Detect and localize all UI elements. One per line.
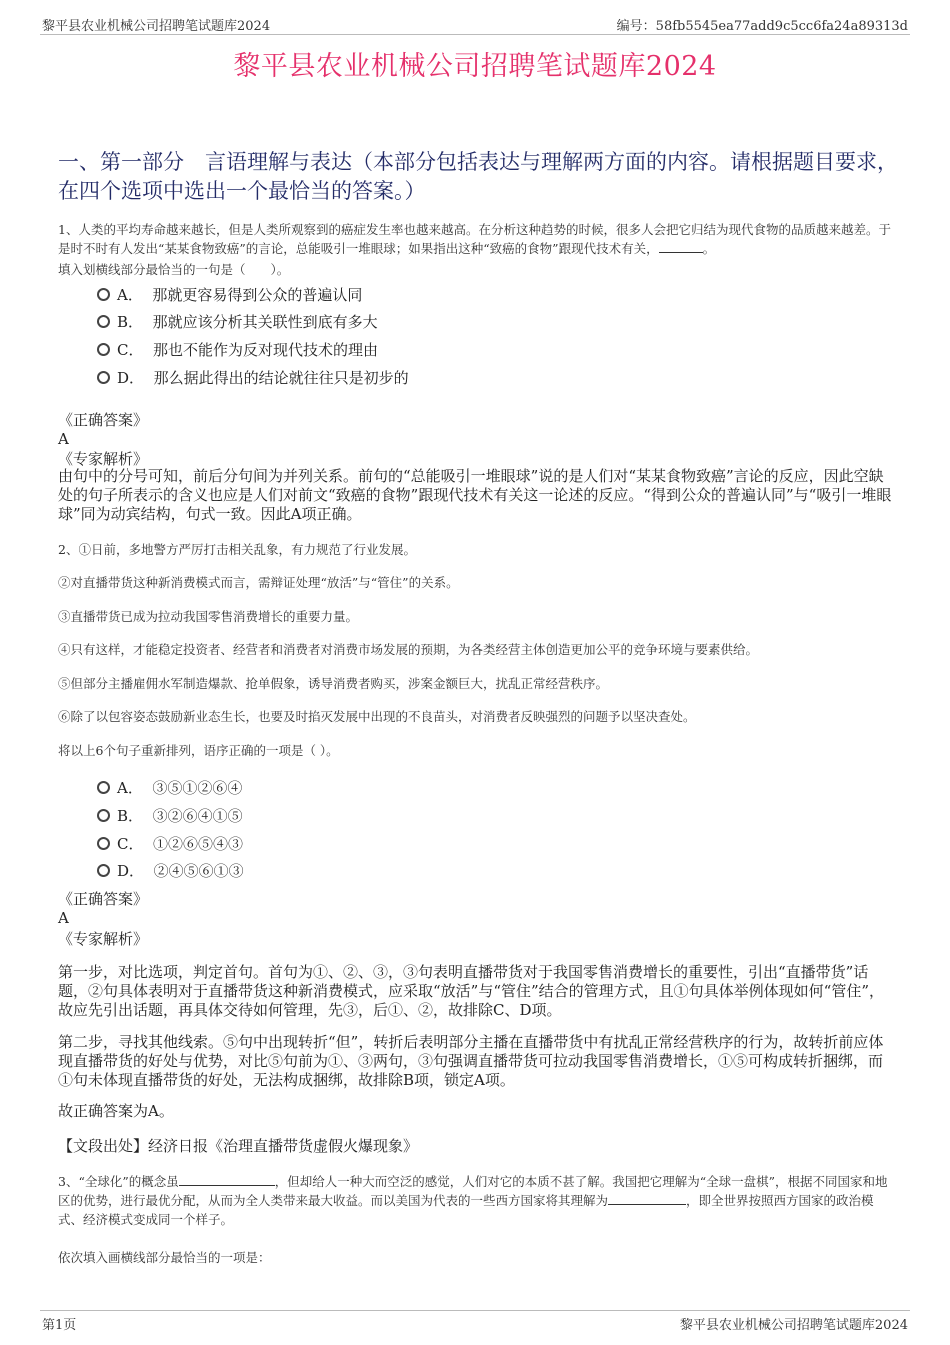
header-doc-code (617, 15, 908, 34)
option-text: 那么据此得出的结论就往往只是初步的 (153, 369, 409, 387)
option-letter: C． (117, 835, 144, 853)
q2-sentence-2: ②对直播带货这种新消费模式而言，需辩证处理“放活”与“管住”的关系。 (58, 575, 459, 590)
radio-icon[interactable] (97, 315, 110, 328)
q3-stem-part1: 3、“全球化”的概念虽 (58, 1174, 179, 1189)
radio-icon[interactable] (97, 837, 110, 850)
q3-stem (58, 1172, 898, 1229)
option-letter: B． (117, 313, 144, 331)
q1-prompt: 填入划横线部分最恰当的一句是（ ）。 (58, 262, 290, 277)
header-code-value: 58fb5545ea77add9c5cc6fa24a89313d (655, 19, 908, 34)
radio-icon[interactable] (97, 809, 110, 822)
q3-blank-2 (608, 1192, 686, 1205)
q2-sentence-1: 2、①日前，多地警方严厉打击相关乱象，有力规范了行业发展。 (58, 542, 416, 557)
q1-stem-text: 1、人类的平均寿命越来越长，但是人类所观察到的癌症发生率也越来越高。在分析这种趋势的时候，很多人会把它归结为现代食物的品质越来越差。于是时不时有人发出“某某食物致癌”的言论，总能吸引一堆眼球；如果指出这种“致癌的食物”跟现代技术有关， (58, 222, 891, 256)
q2-answer: A (58, 909, 69, 927)
radio-icon[interactable] (97, 343, 110, 356)
option-text: 那就应该分析其关联性到底有多大 (152, 313, 378, 331)
radio-icon[interactable] (97, 781, 110, 794)
q2-analysis-step2: 第二步，寻找其他线索。⑤句中出现转折“但”，转折后表明部分主播在直播带货中有扰乱正常经营秩序的行为，故转折前应体现直播带货的好处与优势，对比⑤句前为①、③两句，③句强调直播带货可拉动我国零售消费增长，①⑤可构成转折捆绑，而①句未体现直播带货的好处，无法构成捆绑，故排除B项，锁定A项。 (58, 1033, 884, 1089)
q1-stem (58, 220, 898, 258)
option-text: ③⑤①②⑥④ (152, 779, 243, 797)
footer-page-number: 第1页 (42, 1318, 77, 1333)
radio-icon[interactable] (97, 288, 110, 301)
q2-analysis-step1: 第一步，对比选项，判定首句。首句为①、②、③，③句表明直播带货对于我国零售消费增长的重要性，引出“直播带货”话题，②句具体表明对于直播带货这种新消费模式，应采取“放活”与“管住”结合的管理方式，且①句具体举例体现如何“管住”，故应先引出话题，再具体交待如何管理，先③，后①、②，故排除C、D项。 (58, 963, 885, 1019)
footer-doc-title: 黎平县农业机械公司招聘笔试题库2024 (679, 1318, 908, 1333)
q2-sentence-3: ③直播带货已成为拉动我国零售消费增长的重要力量。 (58, 609, 359, 624)
option-text: 那也不能作为反对现代技术的理由 (153, 341, 379, 359)
option-letter: C． (117, 341, 144, 359)
option-text: ②④⑤⑥①③ (153, 862, 244, 880)
option-letter: D． (117, 369, 145, 387)
q1-analysis: 由句中的分号可知，前后分句间为并列关系。前句的“总能吸引一堆眼球”说的是人们对“某某食物致癌”言论的反应，因此空缺处的句子所表示的含义也应是人们对前文“致癌的食物”跟现代技术有关这一论述的反应。“得到公众的普遍认同”与“吸引一堆眼球”同为动宾结构，句式一致。因此A项正确。 (58, 467, 892, 523)
header-code-label: 编号： (616, 19, 656, 34)
option-text: 那就更容易得到公众的普遍认同 (152, 286, 363, 304)
q1-answer-label: 《正确答案》 (58, 411, 149, 429)
option-letter: D． (117, 862, 145, 880)
q2-prompt: 将以上6个句子重新排列，语序正确的一项是（ ）。 (58, 743, 339, 758)
footer-divider (40, 1310, 910, 1311)
q3-stem-part2: ，但却给人一种大而空泛的感觉，人们对它的本质不甚了解。我国把它理解为“全球一盘棋”，根据不同国家和地区的优势，进行最优分配，从而为全人类带来最大收益。而以美国为代表的一些西方国家将其理解为 (58, 1174, 888, 1208)
section-heading: 一、第一部分 言语理解与表达（本部分包括表达与理解两方面的内容。请根据题目要求，在四个选项中选出一个最恰当的答案。） (58, 150, 898, 203)
header-doc-title: 黎平县农业机械公司招聘笔试题库2024 (42, 19, 271, 34)
option-letter: B． (117, 807, 144, 825)
q2-answer-label: 《正确答案》 (58, 890, 149, 908)
q1-blank (659, 240, 703, 253)
radio-icon[interactable] (97, 864, 110, 877)
option-text: ①②⑥⑤④③ (153, 835, 244, 853)
q3-stem-part3: ，即全世界按照西方国家的政治模式、经济模式变成同一个样子。 (58, 1193, 874, 1227)
radio-icon[interactable] (97, 371, 110, 384)
page-title: 黎平县农业机械公司招聘笔试题库2024 (233, 51, 717, 82)
q1-answer: A (58, 430, 69, 448)
q1-analysis-label: 《专家解析》 (58, 450, 149, 468)
option-letter: A． (117, 286, 143, 304)
option-letter: A． (117, 779, 143, 797)
q1-stem-end: 。 (702, 241, 716, 256)
q2-sentence-4: ④只有这样，才能稳定投资者、经营者和消费者对消费市场发展的预期，为各类经营主体创造更加公平的竞争环境与要素供给。 (58, 642, 759, 657)
q3-blank-1 (179, 1173, 275, 1186)
q2-analysis-conclusion: 故正确答案为A。 (58, 1102, 174, 1120)
q2-sentence-5: ⑤但部分主播雇佣水军制造爆款、抢单假象，诱导消费者购买，涉案金额巨大，扰乱正常经营秩序。 (58, 676, 609, 691)
q2-sentence-6: ⑥除了以包容姿态鼓励新业态生长，也要及时掐灭发展中出现的不良苗头，对消费者反映强烈的问题予以坚决查处。 (58, 709, 696, 724)
q2-source: 【文段出处】经济日报《治理直播带货虚假火爆现象》 (58, 1137, 419, 1155)
header-divider (40, 34, 910, 35)
option-text: ③②⑥④①⑤ (152, 807, 243, 825)
q2-analysis-label: 《专家解析》 (58, 930, 149, 948)
q3-prompt: 依次填入画横线部分最恰当的一项是： (58, 1250, 271, 1265)
